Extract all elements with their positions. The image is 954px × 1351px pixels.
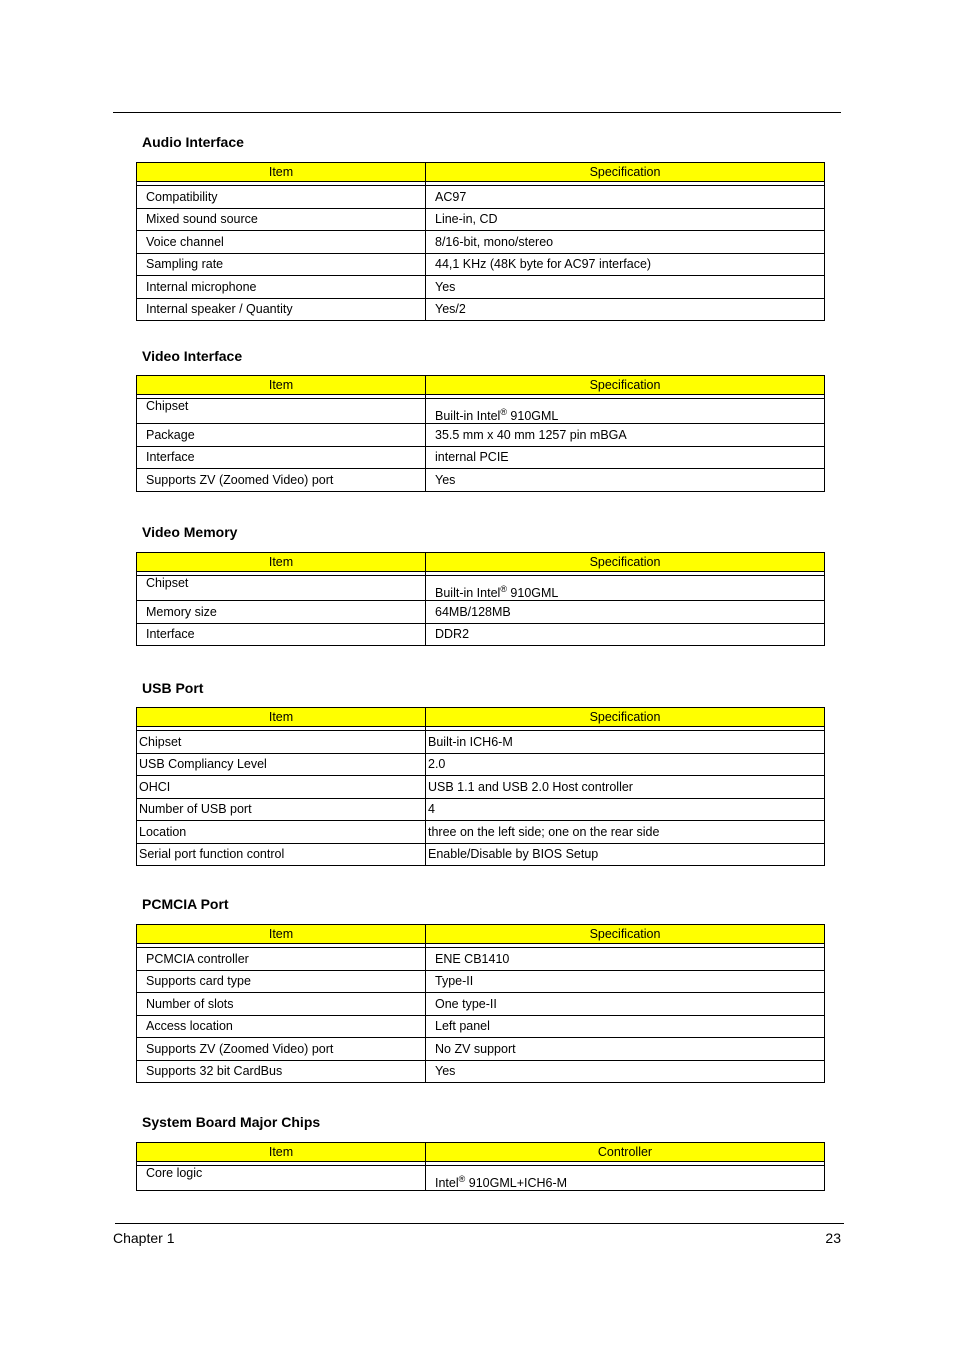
item-cell: Compatibility (137, 186, 426, 209)
item-cell: Package (137, 424, 426, 447)
table-header-row (137, 925, 825, 944)
table-row (137, 576, 825, 601)
table-row (137, 970, 825, 993)
column-header-specification: Specification (426, 553, 825, 572)
spec-cell: One type-II (426, 993, 825, 1016)
table-header-row (137, 376, 825, 395)
spec-cell: Type-II (426, 970, 825, 993)
video-memory-table (136, 552, 825, 646)
spec-text-model: 910GML (506, 586, 559, 600)
column-header-controller: Controller (426, 1143, 825, 1162)
spec-cell: 44,1 KHz (48K byte for AC97 interface) (426, 253, 825, 276)
item-cell: Supports 32 bit CardBus (137, 1060, 426, 1083)
table-row (137, 208, 825, 231)
usb-port-table (136, 707, 825, 866)
spec-cell (426, 399, 825, 424)
table-row (137, 399, 825, 424)
spec-cell (426, 576, 825, 601)
spec-text: Built-in Intel (435, 409, 501, 423)
spec-cell: internal PCIE (426, 446, 825, 469)
spec-cell: ENE CB1410 (426, 948, 825, 971)
item-cell: Number of USB port (137, 798, 426, 821)
spec-cell: Yes (426, 276, 825, 299)
spec-cell: Line-in, CD (426, 208, 825, 231)
table-row (137, 821, 825, 844)
column-header-specification: Specification (426, 163, 825, 182)
item-cell: Internal microphone (137, 276, 426, 299)
item-cell: Mixed sound source (137, 208, 426, 231)
item-cell: Core logic (137, 1166, 426, 1191)
item-cell: Chipset (137, 731, 426, 754)
footer-page-number: 23 (825, 1230, 841, 1246)
footer-rule (115, 1223, 844, 1224)
spec-text: Built-in Intel (435, 586, 501, 600)
item-cell: Supports card type (137, 970, 426, 993)
column-header-item: Item (137, 925, 426, 944)
spec-cell: 64MB/128MB (426, 601, 825, 624)
table-row (137, 601, 825, 624)
section-title-system-board-chips: System Board Major Chips (142, 1114, 321, 1130)
table-row (137, 993, 825, 1016)
spec-cell: 4 (426, 798, 825, 821)
column-header-item: Item (137, 708, 426, 727)
section-title-video-memory: Video Memory (142, 524, 238, 540)
table-row (137, 1060, 825, 1083)
spec-cell: Yes/2 (426, 298, 825, 321)
section-title-usb-port: USB Port (142, 680, 204, 696)
section-title-audio: Audio Interface (142, 134, 244, 150)
footer-chapter: Chapter 1 (113, 1230, 175, 1246)
table-row (137, 1038, 825, 1061)
column-header-item: Item (137, 163, 426, 182)
spec-text: Intel (435, 1176, 459, 1190)
pcmcia-port-table (136, 924, 825, 1083)
item-cell: Interface (137, 623, 426, 646)
table-row (137, 424, 825, 447)
spec-cell: 2.0 (426, 753, 825, 776)
item-cell: Supports ZV (Zoomed Video) port (137, 469, 426, 492)
table-header-row (137, 1143, 825, 1162)
spec-cell: No ZV support (426, 1038, 825, 1061)
table-row (137, 186, 825, 209)
table-row (137, 776, 825, 799)
item-cell: Memory size (137, 601, 426, 624)
table-row (137, 731, 825, 754)
table-row (137, 1015, 825, 1038)
table-row (137, 623, 825, 646)
spec-cell: USB 1.1 and USB 2.0 Host controller (426, 776, 825, 799)
item-cell: Number of slots (137, 993, 426, 1016)
item-cell: Location (137, 821, 426, 844)
table-row (137, 469, 825, 492)
spec-cell: Built-in ICH6-M (426, 731, 825, 754)
table-row (137, 798, 825, 821)
audio-interface-table (136, 162, 825, 321)
registered-mark: ® (500, 583, 507, 594)
item-cell: Chipset (137, 576, 426, 601)
table-row (137, 276, 825, 299)
spec-cell: Yes (426, 1060, 825, 1083)
table-row (137, 1166, 825, 1191)
item-cell: OHCI (137, 776, 426, 799)
spec-cell: DDR2 (426, 623, 825, 646)
video-interface-table (136, 375, 825, 492)
column-header-specification: Specification (426, 708, 825, 727)
table-row (137, 446, 825, 469)
spec-cell: Enable/Disable by BIOS Setup (426, 843, 825, 866)
spec-cell: 8/16-bit, mono/stereo (426, 231, 825, 254)
column-header-specification: Specification (426, 376, 825, 395)
spec-cell: three on the left side; one on the rear side (426, 821, 825, 844)
table-header-row (137, 553, 825, 572)
item-cell: Internal speaker / Quantity (137, 298, 426, 321)
column-header-item: Item (137, 1143, 426, 1162)
spec-cell (426, 1166, 825, 1191)
spec-text-model: 910GML+ICH6-M (465, 1176, 568, 1190)
spec-text-model: 910GML (506, 409, 559, 423)
section-title-pcmcia-port: PCMCIA Port (142, 896, 229, 912)
column-header-item: Item (137, 553, 426, 572)
table-row (137, 298, 825, 321)
item-cell: PCMCIA controller (137, 948, 426, 971)
item-cell: Serial port function control (137, 843, 426, 866)
header-rule (113, 112, 841, 113)
table-row (137, 948, 825, 971)
item-cell: Supports ZV (Zoomed Video) port (137, 1038, 426, 1061)
section-title-video-interface: Video Interface (142, 348, 243, 364)
system-board-chips-table (136, 1142, 825, 1191)
spec-cell: 35.5 mm x 40 mm 1257 pin mBGA (426, 424, 825, 447)
spec-cell: Left panel (426, 1015, 825, 1038)
column-header-specification: Specification (426, 925, 825, 944)
table-header-row (137, 163, 825, 182)
registered-mark: ® (500, 406, 507, 417)
table-row (137, 231, 825, 254)
table-row (137, 843, 825, 866)
column-header-item: Item (137, 376, 426, 395)
item-cell: Sampling rate (137, 253, 426, 276)
table-row (137, 753, 825, 776)
table-row (137, 253, 825, 276)
item-cell: Voice channel (137, 231, 426, 254)
spec-cell: AC97 (426, 186, 825, 209)
item-cell: Access location (137, 1015, 426, 1038)
registered-mark: ® (458, 1173, 466, 1184)
table-header-row (137, 708, 825, 727)
item-cell: Interface (137, 446, 426, 469)
item-cell: Chipset (137, 399, 426, 424)
item-cell: USB Compliancy Level (137, 753, 426, 776)
spec-cell: Yes (426, 469, 825, 492)
